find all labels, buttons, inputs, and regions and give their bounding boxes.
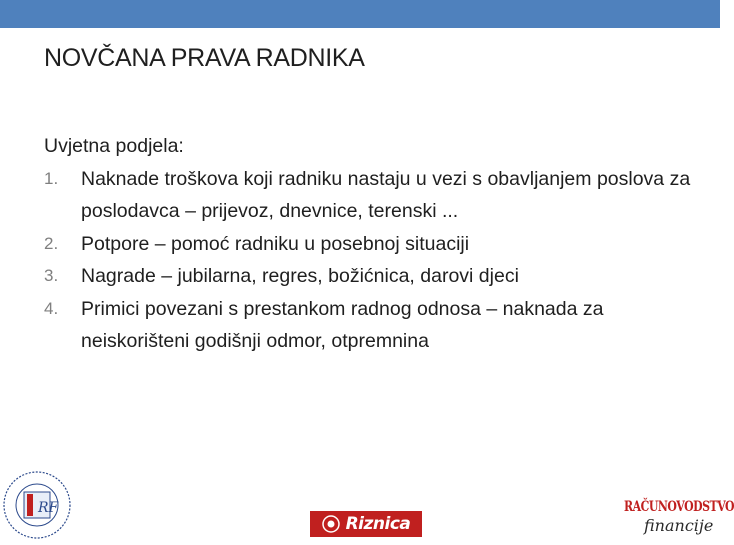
- top-accent-bar: [0, 0, 720, 28]
- payment-rights-list: [44, 163, 704, 358]
- list-item: [44, 163, 704, 228]
- racunovodstvo-financije-logo: [622, 497, 734, 540]
- list-item-text: Potpore – pomoć radniku u posebnoj situaciji: [81, 232, 470, 255]
- slide-title: NOVČANA PRAVA RADNIKA: [44, 44, 365, 72]
- rf-logo-top: RAČUNOVODSTVO: [624, 499, 734, 515]
- rf-logo-bottom: financije: [644, 516, 714, 535]
- list-item-text: Nagrade – jubilarna, regres, božićnica, darovi djeci: [81, 265, 519, 287]
- seal-mark: RF: [38, 500, 59, 516]
- riznica-emblem-icon: [322, 515, 340, 533]
- list-item-text: Primici povezani s prestankom radnog odnosa – naknada za neiskorišteni godišnji odmor, otpremnina: [81, 297, 604, 352]
- list-item: [44, 260, 704, 293]
- list-number: 1.: [44, 168, 59, 188]
- list-item: [44, 228, 704, 261]
- list-item-text: Naknade troškova koji radniku nastaju u vezi s obavljanjem poslova za poslodavca – prijevoz, dnevnice, terenski ...: [81, 167, 691, 222]
- list-number: 4.: [44, 298, 59, 318]
- slide-body: [44, 130, 704, 358]
- list-item: [44, 293, 704, 358]
- list-number: 3.: [44, 266, 59, 285]
- intro-text: Uvjetna podjela:: [44, 135, 184, 157]
- riznica-label: Riznica: [345, 514, 411, 534]
- list-number: 2.: [44, 233, 59, 253]
- association-seal-logo: [2, 470, 72, 540]
- riznica-logo: [310, 511, 422, 537]
